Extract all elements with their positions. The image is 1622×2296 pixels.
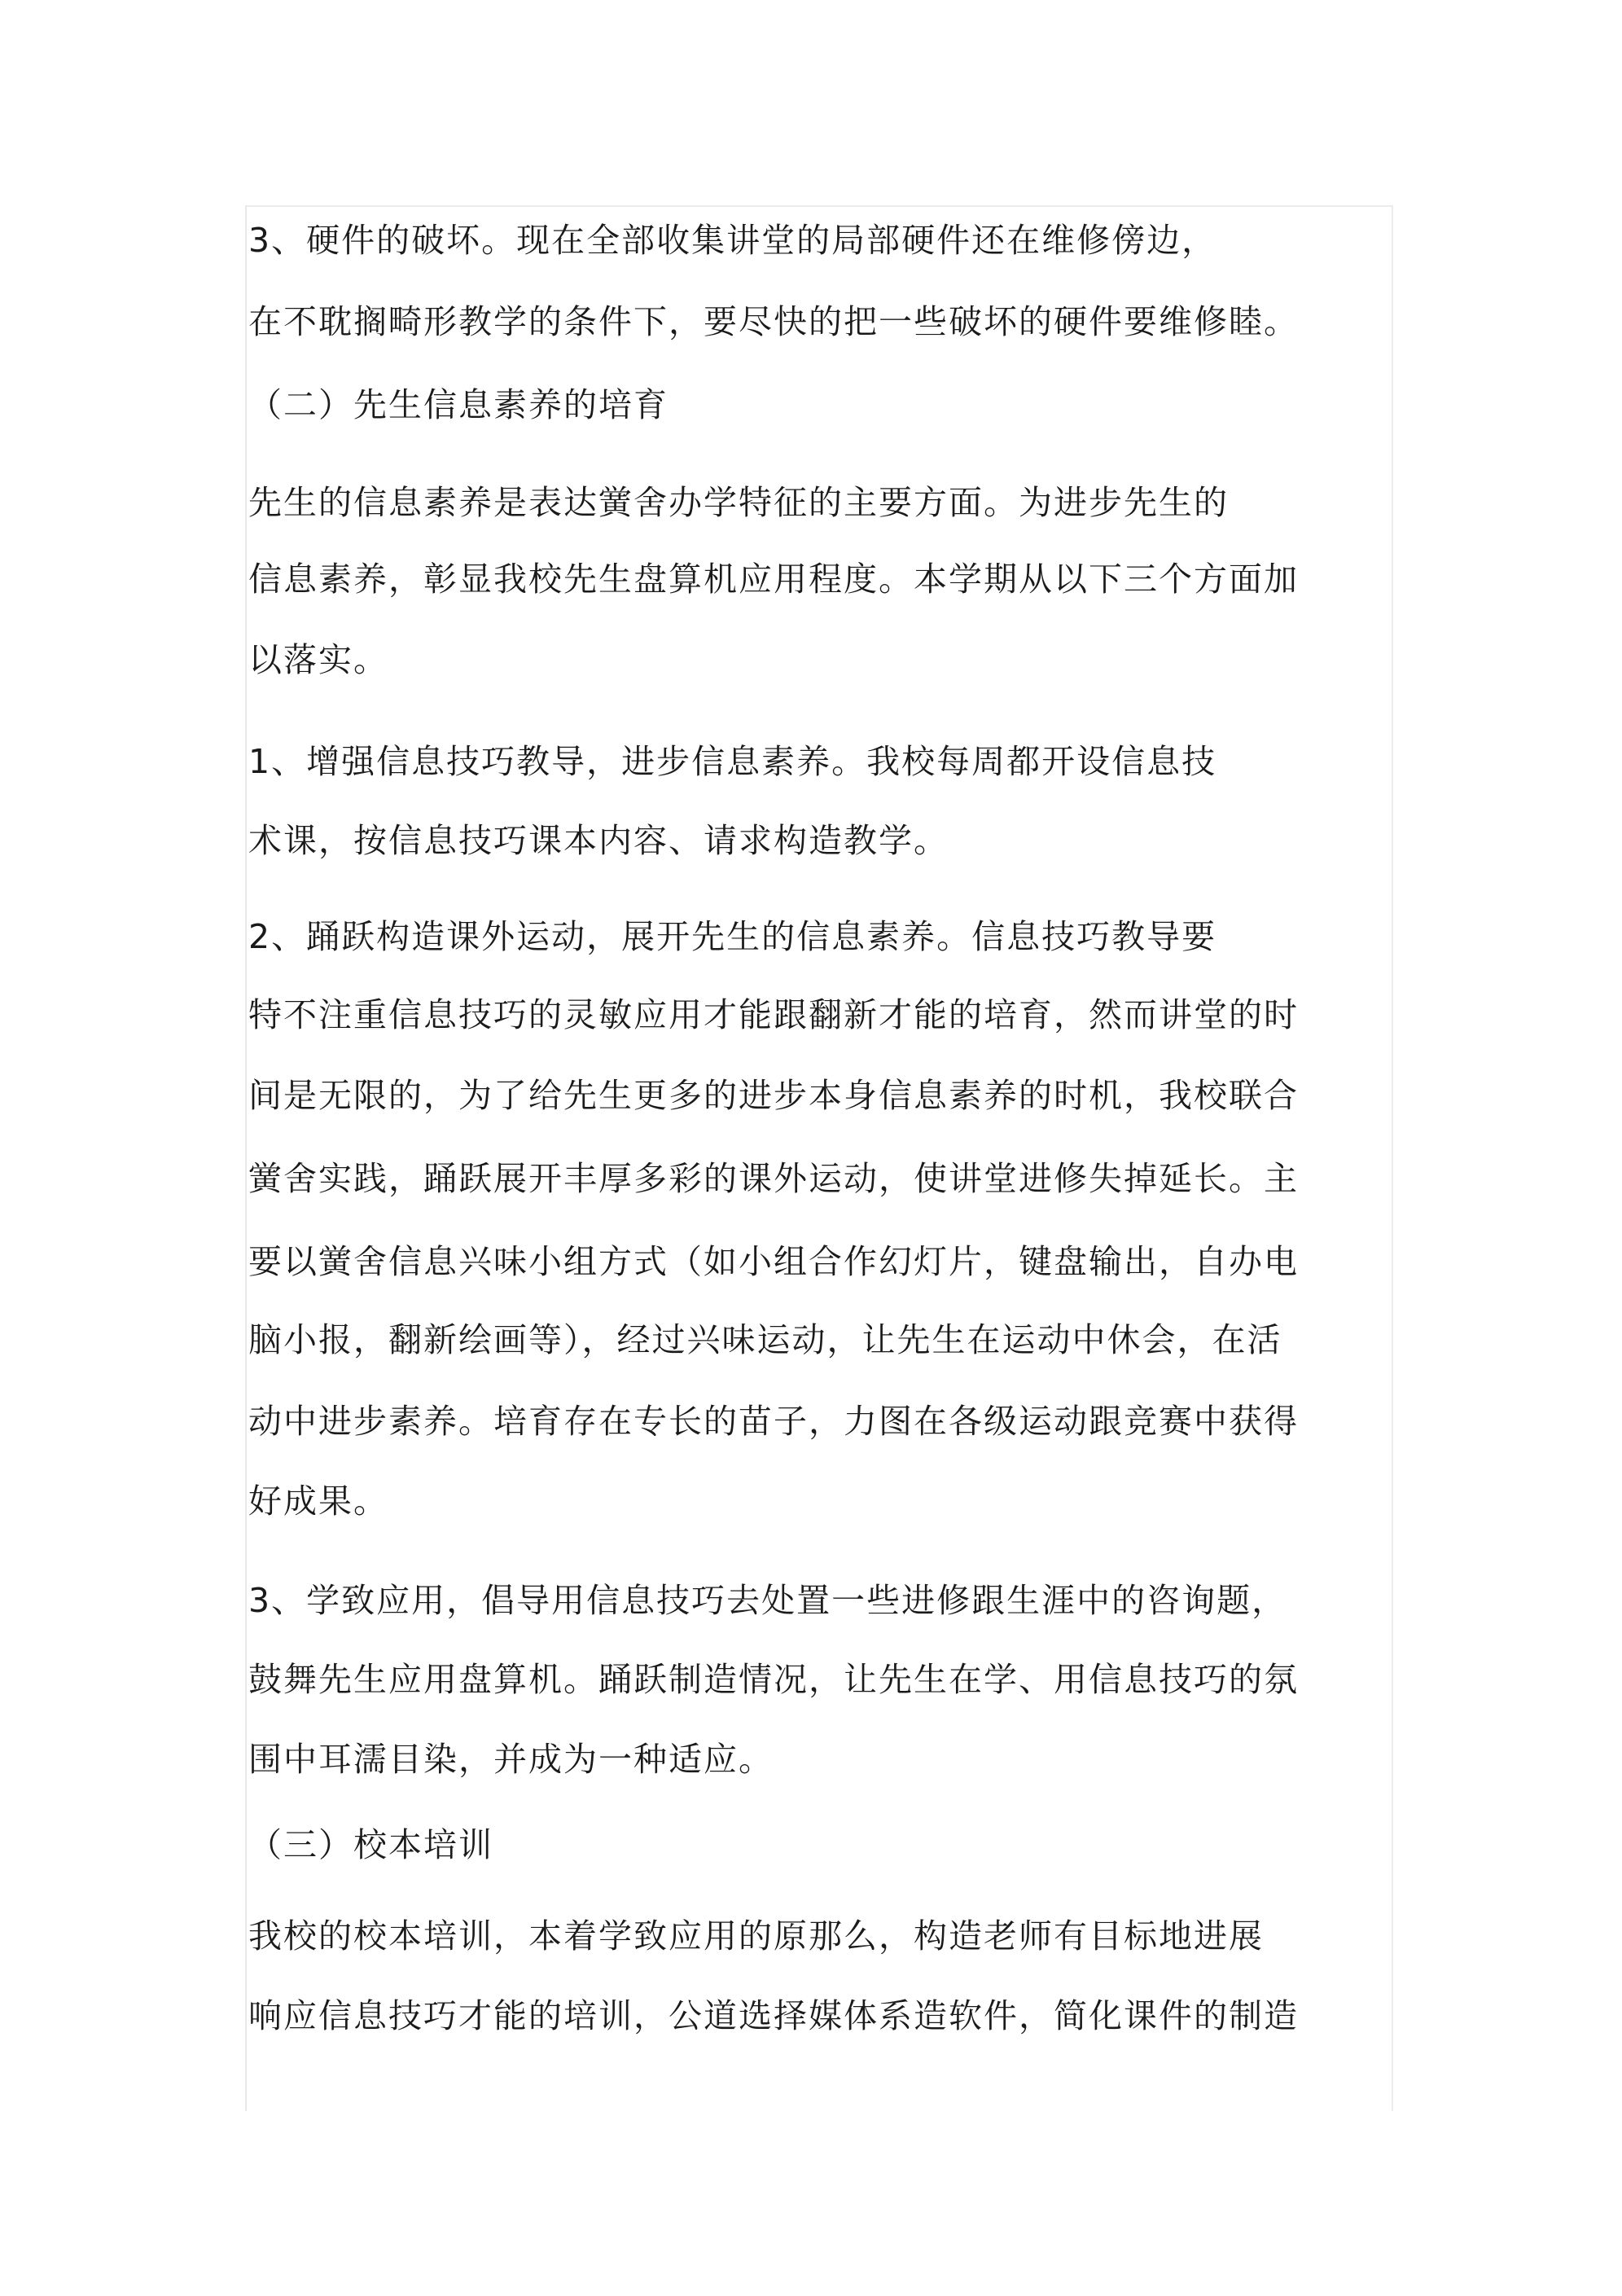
- paragraph-line: 信息素养，彰显我校先生盘算机应用程度。本学期从以下三个方面加: [248, 560, 1299, 599]
- paragraph-line: 脑小报，翻新绘画等），经过兴味运动，让先生在运动中休会，在活: [248, 1320, 1282, 1359]
- paragraph-line: 鼓舞先生应用盘算机。踊跃制造情况，让先生在学、用信息技巧的氛: [248, 1660, 1299, 1699]
- paragraph-line: 特不注重信息技巧的灵敏应用才能跟翻新才能的培育，然而讲堂的时: [248, 995, 1299, 1034]
- paragraph-line: 动中进步素养。培育存在专长的苗子，力图在各级运动跟竞赛中获得: [248, 1402, 1299, 1441]
- paragraph-line: 要以黉舍信息兴味小组方式（如小组合作幻灯片，键盘输出，自办电: [248, 1242, 1299, 1281]
- paragraph-line: 黉舍实践，踊跃展开丰厚多彩的课外运动，使讲堂进修失掉延长。主: [248, 1159, 1299, 1198]
- paragraph-line: 响应信息技巧才能的培训，公道选择媒体系造软件，简化课件的制造: [248, 1996, 1299, 2035]
- paragraph-line: 2、踊跃构造课外运动，展开先生的信息素养。信息技巧教导要: [248, 917, 1217, 956]
- paragraph-line: 我校的校本培训，本着学致应用的原那么，构造老师有目标地进展: [248, 1916, 1264, 1956]
- paragraph-line: 先生的信息素养是表达黉舍办学特征的主要方面。为进步先生的: [248, 483, 1229, 522]
- paragraph-line: 在不耽搁畸形教学的条件下，要尽快的把一些破坏的硬件要维修睦。: [248, 302, 1299, 341]
- section-heading: （二）先生信息素养的培育: [248, 385, 669, 424]
- section-heading: （三）校本培训: [248, 1825, 493, 1864]
- paragraph-line: 1、增强信息技巧教导，进步信息素养。我校每周都开设信息技: [248, 742, 1217, 781]
- paragraph-line: 术课，按信息技巧课本内容、请求构造教学。: [248, 821, 949, 860]
- paragraph-line: 3、学致应用，倡导用信息技巧去处置一些进修跟生涯中的咨询题，: [248, 1581, 1287, 1620]
- paragraph-line: 间是无限的，为了给先生更多的进步本身信息素养的时机，我校联合: [248, 1076, 1299, 1115]
- paragraph-line: 以落实。: [248, 640, 388, 679]
- paragraph-line: 3、硬件的破坏。现在全部收集讲堂的局部硬件还在维修傍边，: [248, 221, 1217, 260]
- paragraph-line: 围中耳濡目染，并成为一种适应。: [248, 1740, 774, 1779]
- paragraph-line: 好成果。: [248, 1482, 388, 1521]
